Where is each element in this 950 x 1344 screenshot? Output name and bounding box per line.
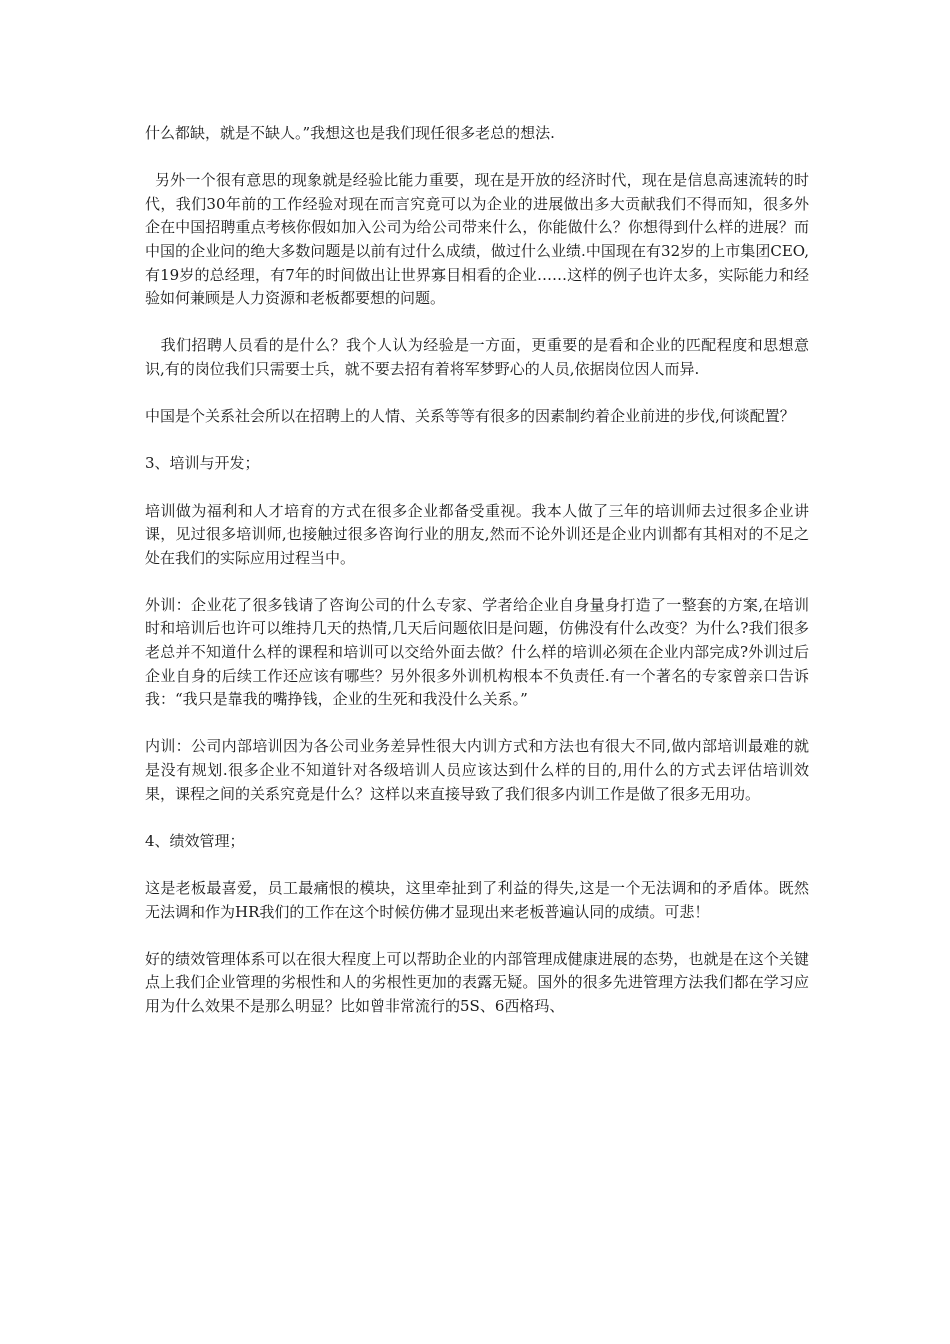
paragraph: 外训：企业花了很多钱请了咨询公司的什么专家、学者给企业自身量身打造了一整套的方案,在培训时和培训后也许可以维持几天的热情,几天后问题依旧是问题，仿佛没有什么改变？为什么?我们很多老总并不知道什么样的课程和培训可以交给外面去做？什么样的培训必须在企业内部完成?外训过后企业自身的后续工作还应该有哪些？另外很多外训机构根本不负责任.有一个著名的专家曾亲口告诉我：“我只是靠我的嘴挣钱，企业的生死和我没什么关系。” xyxy=(145,595,809,709)
paragraph: 好的绩效管理体系可以在很大程度上可以帮助企业的内部管理成健康进展的态势，也就是在这个关键点上我们企业管理的劣根性和人的劣根性更加的表露无疑。国外的很多先进管理方法我们都在学习应用为什么效果不是那么明显？比如曾非常流行的5S、6西格玛、 xyxy=(145,949,809,1015)
paragraph: 我们招聘人员看的是什么？我个人认为经验是一方面，更重要的是看和企业的匹配程度和思想意识,有的岗位我们只需要士兵，就不要去招有着将军梦野心的人员,依据岗位因人而异. xyxy=(145,336,809,378)
section-heading-training: 3、培训与开发； xyxy=(145,454,260,473)
paragraph: 什么都缺，就是不缺人。”我想这也是我们现任很多老总的想法. xyxy=(145,124,555,142)
paragraph: 培训做为福利和人才培育的方式在很多企业都备受重视。我本人做了三年的培训师去过很多企业讲课，见过很多培训师,也接触过很多咨询行业的朋友,然而不论外训还是企业内训都有其相对的不足之处在我们的实际应用过程当中。 xyxy=(145,501,809,567)
document-body xyxy=(145,122,809,1019)
paragraph: 另外一个很有意思的现象就是经验比能力重要，现在是开放的经济时代，现在是信息高速流转的时代，我们30年前的工作经验对现在而言究竟可以为企业的进展做出多大贡献我们不得而知，很多外企在中国招聘重点考核你假如加入公司为给公司带来什么，你能做什么？你想得到什么样的进展？而中国的企业问的绝大多数问题是以前有过什么成绩，做过什么业绩.中国现在有32岁的上市集团CEO,有19岁的总经理，有7年的时间做出让世界寡目相看的企业……这样的例子也许太多，实际能力和经验如何兼顾是人力资源和老板都要想的问题。 xyxy=(145,171,809,308)
section-heading-performance: 4、绩效管理； xyxy=(145,831,245,850)
paragraph: 内训：公司内部培训因为各公司业务差异性很大内训方式和方法也有很大不同,做内部培训最难的就是没有规划.很多企业不知道针对各级培训人员应该达到什么样的目的,用什么的方式去评估培训效果，课程之间的关系究竟是什么？这样以来直接导致了我们很多内训工作是做了很多无用功。 xyxy=(145,737,809,803)
paragraph: 这是老板最喜爱，员工最痛恨的模块，这里牵扯到了利益的得失,这是一个无法调和的矛盾体。既然无法调和作为HR我们的工作在这个时候仿佛才显现出来老板普遍认同的成绩。可悲！ xyxy=(145,879,809,921)
paragraph: 中国是个关系社会所以在招聘上的人情、关系等等有很多的因素制约着企业前进的步伐,何谈配置？ xyxy=(145,407,795,426)
